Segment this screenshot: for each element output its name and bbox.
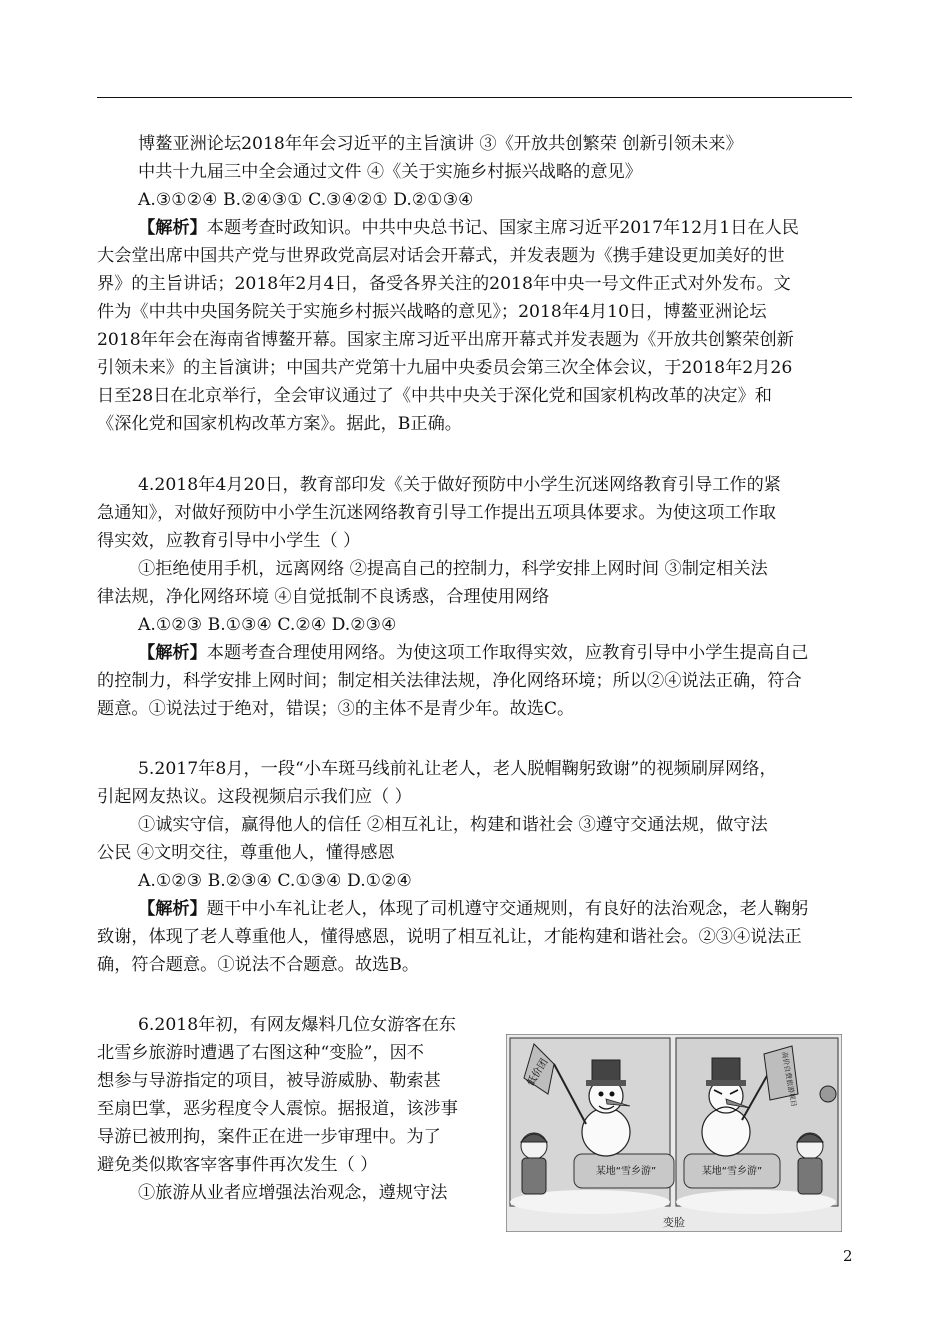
q5-analysis-line: 【解析】题干中小车礼让老人，体现了司机遵守交通规则，有良好的法治观念，老人鞠躬 — [138, 899, 809, 919]
q4-analysis-line: 题意。①说法过于绝对，错误；③的主体不是青少年。故选C。 — [97, 699, 575, 719]
q5-analysis-line: 致谢，体现了老人尊重他人，懂得感恩，说明了相互礼让，才能构建和谐社会。②③④说法正 — [97, 927, 802, 947]
q5-analysis-line: 确，符合题意。①说法不合题意。故选B。 — [97, 955, 420, 975]
q6-stem-line: 至扇巴掌，恶劣程度令人震惊。据报道，该涉事 — [97, 1099, 458, 1119]
q5-stem-line: 5.2017年8月，一段“小车斑马线前礼让老人，老人脱帽鞠躬致谢”的视频刷屏网络， — [138, 759, 777, 779]
q3-analysis-line: 大会堂出席中国共产党与世界政党高层对话会开幕式，并发表题为《携手建设更加美好的世 — [97, 246, 785, 266]
left-panel — [510, 1038, 674, 1214]
q6-stem-line: 北雪乡旅游时遭遇了右图这种“变脸”，因不 — [97, 1043, 424, 1063]
q6-item-line: ①旅游从业者应增强法治观念，遵规守法 — [138, 1183, 448, 1203]
page-number: 2 — [843, 1247, 853, 1265]
q3-option-line-1: 博鳌亚洲论坛2018年年会习近平的主旨演讲 ③《开放共创繁荣 创新引领未来》 — [138, 134, 743, 154]
q4-analysis-line: 【解析】本题考查合理使用网络。为使这项工作取得实效，应教育引导中小学生提高自己 — [138, 643, 809, 663]
q4-items-line: 律法规，净化网络环境 ④自觉抵制不良诱惑，合理使用网络 — [97, 587, 550, 607]
header-rule — [97, 97, 852, 98]
q4-stem-line: 4.2018年4月20日，教育部印发《关于做好预防中小学生沉迷网络教育引导工作的紧 — [138, 475, 781, 495]
q6-stem-line: 避免类似欺客宰客事件再次发生（ ） — [97, 1155, 378, 1175]
analysis-tag: 【解析】 — [138, 899, 207, 919]
q4-choices: A.①②③ B.①③④ C.②④ D.②③④ — [138, 615, 397, 635]
analysis-tag: 【解析】 — [138, 643, 207, 663]
right-base-label: 某地“雪乡游” — [701, 1166, 763, 1177]
q4-stem-line: 急通知》，对做好预防中小学生沉迷网络教育引导工作提出五项具体要求。为使这项工作取 — [97, 503, 776, 523]
left-base-label: 某地“雪乡游” — [595, 1166, 657, 1177]
q5-items-line: ①诚实守信，赢得他人的信任 ②相互礼让，构建和谐社会 ③遵守交通法规，做守法 — [138, 815, 768, 835]
left-flag-label: 低价团 — [525, 1057, 551, 1089]
q3-analysis-line: 2018年年会在海南省博鳌开幕。国家主席习近平出席开幕式并发表题为《开放共创繁荣创新 — [97, 330, 794, 350]
right-panel — [676, 1038, 838, 1214]
q4-stem-line: 得实效，应教育引导中小学生（ ） — [97, 531, 361, 551]
q4-items-line: ①拒绝使用手机，远离网络 ②提高自己的控制力，科学安排上网时间 ③制定相关法 — [138, 559, 768, 579]
analysis-tag: 【解析】 — [138, 218, 207, 238]
q5-choices: A.①②③ B.②③④ C.①③④ D.①②④ — [138, 871, 412, 891]
q6-stem-line: 导游已被刑拘，案件正在进一步审理中。为了 — [97, 1127, 441, 1147]
q6-stem-line: 想参与导游指定的项目，被导游威胁、勒索甚 — [97, 1071, 441, 1091]
q3-analysis-line: 界》的主旨讲话；2018年2月4日，备受各界关注的2018年中央一号文件正式对外发布。文 — [97, 274, 791, 294]
q5-stem-line: 引起网友热议。这段视频启示我们应（ ） — [97, 787, 412, 807]
q3-analysis-line: 件为《中共中央国务院关于实施乡村振兴战略的意见》；2018年4月10日，博鳌亚洲论坛 — [97, 302, 767, 322]
q3-analysis-line: 【解析】本题考查时政知识。中共中央总书记、国家主席习近平2017年12月1日在人民 — [138, 218, 799, 238]
q3-choices: A.③①②④ B.②④③① C.③④②① D.②①③④ — [138, 190, 474, 210]
q3-analysis-line: 引领未来》的主旨演讲；中国共产党第十九届中央委员会第三次全体会议，于2018年2月26 — [97, 358, 793, 378]
q3-option-line-2: 中共十九届三中全会通过文件 ④《关于实施乡村振兴战略的意见》 — [138, 162, 642, 182]
comic-illustration — [506, 1034, 842, 1232]
right-flag-label: 高价自费旅游项目 — [780, 1050, 798, 1108]
q6-stem-line: 6.2018年初，有网友爆料几位女游客在东 — [138, 1015, 456, 1035]
q4-analysis-line: 的控制力，科学安排上网时间；制定相关法律法规，净化网络环境；所以②④说法正确，符合 — [97, 671, 802, 691]
q5-items-line: 公民 ④文明交往，尊重他人，懂得感恩 — [97, 843, 395, 863]
comic-caption: 变脸 — [663, 1216, 685, 1229]
q3-analysis-line: 《深化党和国家机构改革方案》。据此，B正确。 — [97, 414, 462, 434]
q3-analysis-line: 日至28日在北京举行，全会审议通过了《中共中央关于深化党和国家机构改革的决定》和 — [97, 386, 772, 406]
